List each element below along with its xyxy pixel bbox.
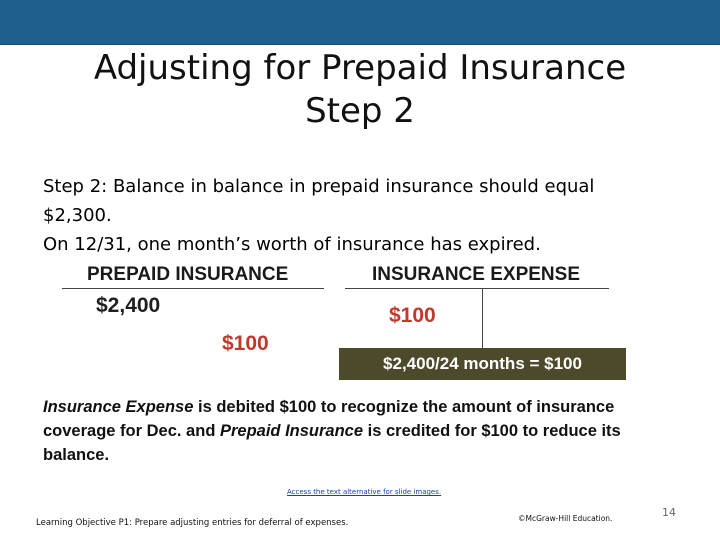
prepaid-insurance-debit: $2,400 <box>96 294 161 317</box>
explanation-text <box>43 395 683 467</box>
insurance-expense-debit: $100 <box>389 304 436 327</box>
depreciation-formula-box: $2,400/24 months = $100 <box>339 348 626 380</box>
title-line-2: Step 2 <box>305 91 415 131</box>
prepaid-insurance-credit: $100 <box>222 332 269 355</box>
explanation-line-3: balance. <box>43 446 110 464</box>
page-number: 14 <box>662 506 676 519</box>
title-line-1: Adjusting for Prepaid Insurance <box>93 48 627 88</box>
body-line-3: On 12/31, one month’s worth of insurance has expired. <box>43 234 541 255</box>
learning-objective: Learning Objective P1: Prepare adjusting entries for deferral of expenses. <box>36 518 349 528</box>
insurance-expense-label: INSURANCE EXPENSE <box>372 264 580 285</box>
prepaid-insurance-label: PREPAID INSURANCE <box>87 264 289 285</box>
insurance-expense-vline <box>482 288 483 350</box>
text-alternative-link[interactable]: Access the text alternative for slide images. <box>287 488 442 496</box>
prepaid-insurance-hline <box>62 288 324 289</box>
insurance-expense-hline <box>345 288 609 289</box>
slide-title <box>0 47 720 133</box>
explanation-line-1: Insurance Expense is debited $100 to recognize the amount of insurance <box>43 398 615 416</box>
body-text <box>43 172 663 259</box>
body-line-2: $2,300. <box>43 205 112 226</box>
copyright-notice: ©McGraw-Hill Education. <box>518 514 613 523</box>
body-line-1: Step 2: Balance in balance in prepaid insurance should equal <box>43 176 595 197</box>
top-banner <box>0 0 720 45</box>
explanation-line-2: coverage for Dec. and Prepaid Insurance is credited for $100 to reduce its <box>43 422 621 440</box>
